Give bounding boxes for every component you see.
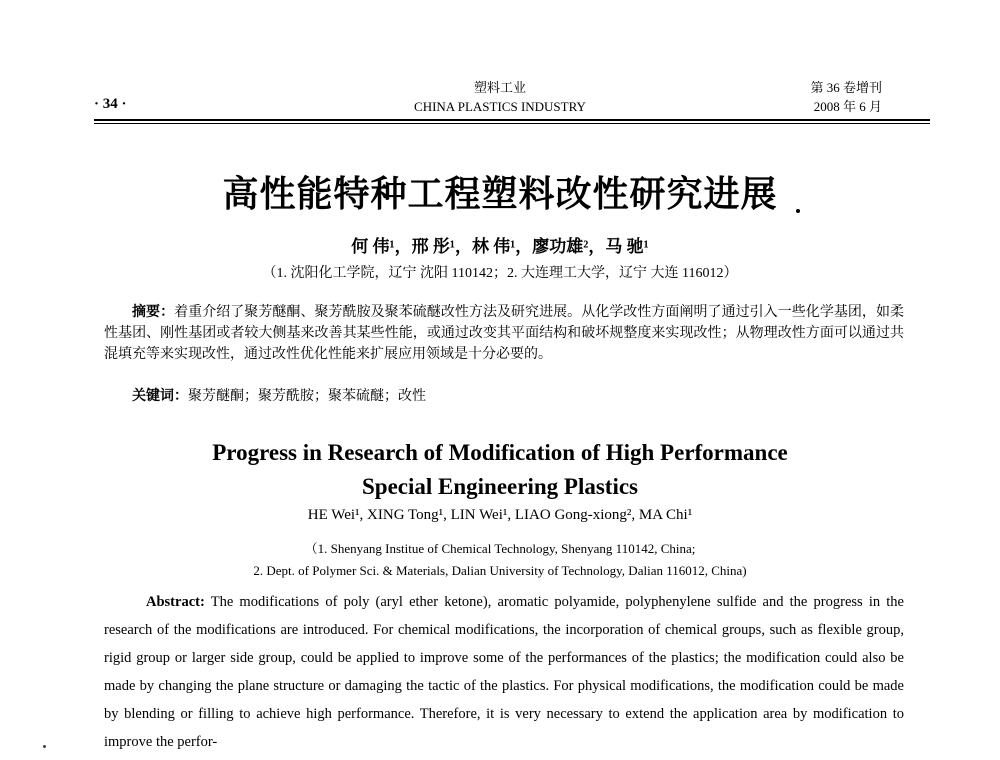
journal-name-en: CHINA PLASTICS INDUSTRY [414,99,586,114]
page-number: · 34 · [94,96,127,112]
header-rule-thin [94,123,930,124]
margin-mark [43,745,46,748]
stray-mark [796,209,800,213]
journal-name-cn: 塑料工业 [473,80,526,95]
keywords-cn [132,385,426,405]
affiliations-en-line1: （1. Shenyang Institue of Chemical Technology, Shenyang 110142, China; [304,541,696,556]
affiliations-cn: （1. 沈阳化工学院，辽宁 沈阳 110142；2. 大连理工大学，辽宁 大连 116012） [262,266,738,281]
paper-title-en [0,436,1000,504]
abstract-cn-label: 摘要： [132,305,175,320]
abstract-cn-text: 着重介绍了聚芳醚酮、聚芳酰胺及聚苯硫醚改性方法及研究进展。从化学改性方面阐明了通过引入一些化学基团，如柔性基团、刚性基团或者较大侧基来改善其某些性能，或通过改变其平面结构和破坏规整度来实现改性；从物理改性方面可以通过共混填充等来实现改性，通过改性优化性能来扩展应用领域是十分必要的。 [104,305,905,362]
volume: 第 36 卷增刊 [810,80,882,95]
keywords-cn-label: 关键词： [132,389,188,404]
issue-date: 2008 年 6 月 [813,99,882,114]
abstract-en-label: Abstract: [146,594,205,610]
abstract-en-text: The modifications of poly (aryl ether ketone), aromatic polyamide, polyphenylene sulfide and the progress in the research of the modifications are introduced. For chemical modifications, the incorporation of chemical groups, such as flexible group, rigid group or larger side group, could be applied to improve some of the performances of the plastics; the modification could also be made by changing the plane structure or damaging the tactic of the plastics. For physical modifications, the modification could be made by blending or filling to achieve high performance. Therefore, it is very necessary to extend the application area by modification to improve the perfor- [104,594,904,750]
volume-info [810,78,882,116]
header-rule [94,119,930,121]
paper-title-en-line2: Special Engineering Plastics [362,474,638,499]
affiliations-en-line2: 2. Dept. of Polymer Sci. & Materials, Dalian University of Technology, Dalian 116012, China) [253,563,747,578]
authors-en: HE Wei¹, XING Tong¹, LIN Wei¹, LIAO Gong-xiong², MA Chi¹ [307,507,693,523]
keywords-cn-text: 聚芳醚酮；聚芳酰胺；聚苯硫醚；改性 [188,389,426,404]
authors-cn: 何 伟¹，邢 彤¹，林 伟¹，廖功雄²，马 驰¹ [351,237,649,256]
journal-header [330,78,670,116]
abstract-en [104,588,904,756]
paper-title-cn: 高性能特种工程塑料改性研究进展 [222,174,778,214]
abstract-cn [104,302,904,365]
paper-title-en-line1: Progress in Research of Modification of High Performance [212,440,788,465]
